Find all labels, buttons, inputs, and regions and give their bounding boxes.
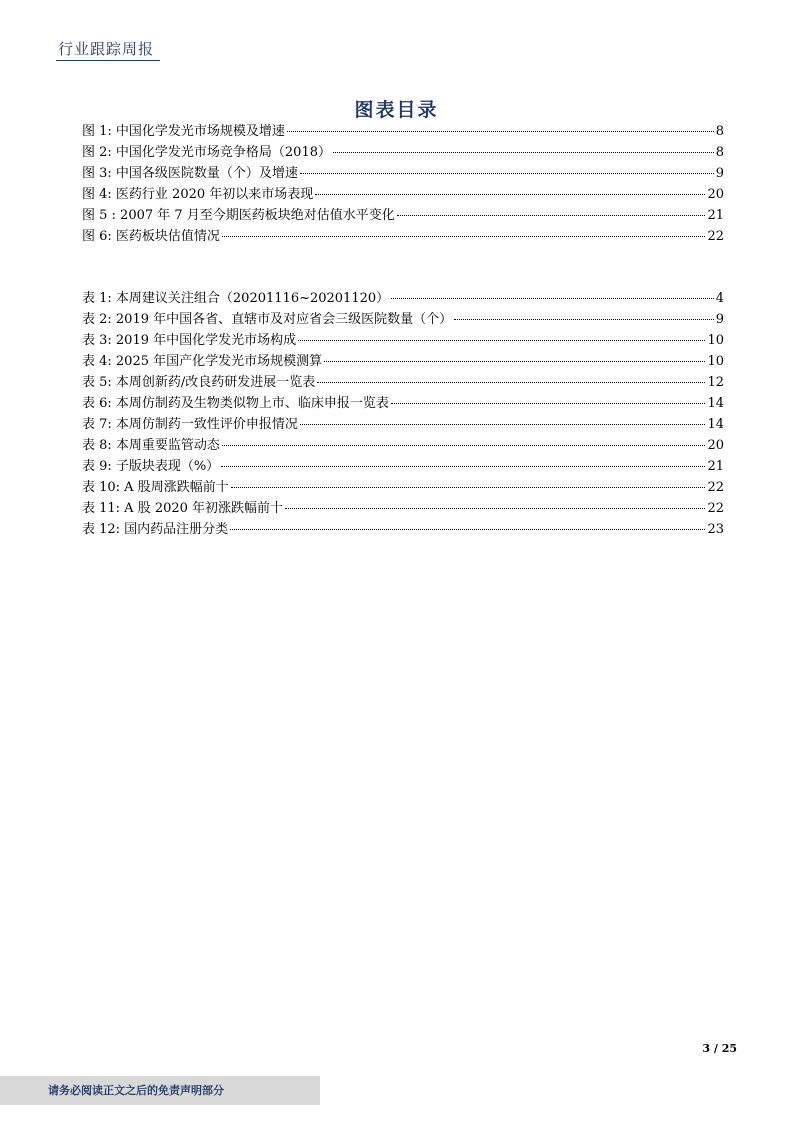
toc-entry-page: 14 [707,396,724,411]
toc-entry-label: 表 4: 2025 年国产化学发光市场规模测算 [82,354,323,369]
toc-leader-dots [391,284,714,299]
toc-entry-label: 表 2: 2019 年中国各省、直辖市及对应省会三级医院数量（个） [82,312,453,327]
toc-entry-page: 20 [707,438,724,453]
toc-entry-page: 8 [715,124,724,139]
toc-entry-label: 图 4: 医药行业 2020 年初以来市场表现 [82,187,314,202]
toc-leader-dots [300,410,706,425]
toc-leader-dots [333,138,714,153]
page-number: 3 / 25 [702,1042,737,1055]
toc-entry-page: 14 [707,417,724,432]
table-toc-entry[interactable] [82,518,724,539]
toc-leader-dots [222,431,706,446]
toc-leader-dots [300,159,714,174]
toc-title: 图表目录 [354,99,439,121]
toc-leader-dots [317,368,705,383]
toc-entry-page: 10 [707,333,724,348]
toc-entry-page: 23 [707,522,724,537]
toc-entry-label: 图 3: 中国各级医院数量（个）及增速 [82,166,298,181]
toc-leader-dots [285,494,705,509]
toc-entry-label: 表 1: 本周建议关注组合（20201116~20201120） [82,291,390,306]
toc-leader-dots [287,117,714,132]
toc-entry-label: 表 6: 本周仿制药及生物类似物上市、临床申报一览表 [82,396,389,411]
toc-leader-dots [454,305,714,320]
toc-entry-page: 9 [715,312,724,327]
toc-leader-dots [231,473,706,488]
toc-entry-label: 图 6: 医药板块估值情况 [82,229,220,244]
toc-entry-page: 10 [707,354,724,369]
toc-entry-page: 21 [707,208,724,223]
toc-entry-page: 12 [707,375,724,390]
toc-leader-dots [298,326,705,341]
toc-entry-label: 表 3: 2019 年中国化学发光市场构成 [82,333,297,348]
toc-entry-label: 表 9: 子版块表现（%） [82,459,220,474]
toc-entry-label: 表 5: 本周创新药/改良药研发进展一览表 [82,375,316,390]
toc-entry-label: 表 7: 本周仿制药一致性评价申报情况 [82,417,298,432]
toc-entry-page: 22 [707,480,724,495]
figure-list [82,120,724,246]
toc-entry-page: 8 [715,145,724,160]
toc-entry-page: 20 [707,187,724,202]
toc-entry-label: 表 12: 国内药品注册分类 [82,522,229,537]
header-divider [56,60,160,61]
toc-leader-dots [391,389,706,404]
toc-entry-label: 图 1: 中国化学发光市场规模及增速 [82,124,285,139]
toc-entry-page: 9 [715,166,724,181]
toc-leader-dots [324,347,705,362]
toc-leader-dots [315,180,705,195]
table-list [82,287,724,539]
toc-entry-label: 图 2: 中国化学发光市场竞争格局（2018） [82,145,331,160]
toc-entry-page: 22 [707,501,724,516]
toc-leader-dots [397,201,706,216]
toc-entry-page: 4 [715,291,724,306]
toc-entry-label: 图 5 : 2007 年 7 月至今期医药板块绝对估值水平变化 [82,208,395,223]
toc-leader-dots [230,515,705,530]
toc-entry-page: 22 [707,229,724,244]
report-type-header: 行业跟踪周报 [58,40,155,58]
disclaimer-note: 请务必阅读正文之后的免责声明部分 [48,1084,224,1097]
toc-entry-label: 表 10: A 股周涨跌幅前十 [82,480,229,495]
figure-toc-entry[interactable] [82,225,724,246]
toc-entry-label: 表 11: A 股 2020 年初涨跌幅前十 [82,501,284,516]
toc-entry-label: 表 8: 本周重要监管动态 [82,438,220,453]
toc-leader-dots [222,222,706,237]
toc-entry-page: 21 [707,459,724,474]
toc-leader-dots [221,452,705,467]
